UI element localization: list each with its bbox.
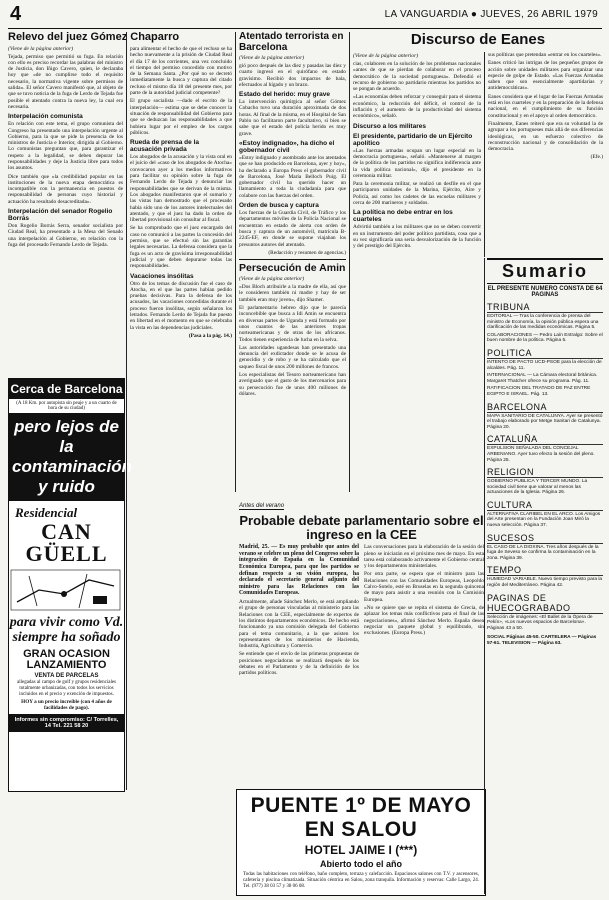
cee-body4: Por otra parte, se espera que el ministro para las Relaciones con las Comunidades Europeas, Leopoldo Calvo-Sotelo, esté en Bruselas en la segunda quincena de mayo para asistir a una reunión con la Comisión Europea.: [364, 571, 484, 603]
cee-body3: Las conversaciones para la elaboración de la sesión del pleno se iniciarán en el próximo mes de mayo. En esta tarea está colaborando activamente el Gobierno central y los departamentos ministeriales.: [364, 544, 484, 570]
sumario-item: EXPULSION SEÑALADA DEL CONCEJAL ARBENIANO. Ayer tuvo efecto la sesión del pleno. Página 25.: [487, 446, 595, 463]
ad-salou-title: PUENTE 1º DE MAYO EN SALOU: [250, 794, 472, 841]
article-amin-title: Persecución de Amin: [239, 262, 346, 275]
amin-body4: Los especialistas del Tesoro norteamericano han averiguado que el gasto de los mercenarios para su persecución fue de unos 400 millones de dólares.: [239, 372, 346, 397]
atentado-sub1: Estado del herido: muy grave: [239, 91, 331, 99]
article-eanes-title: Discurso de Eanes: [410, 31, 546, 48]
cee-body2: Se entiende que el envío de las primeras propuestas de posiciones negociadoras se realizará después de los debates en el Parlamento y de la definición de los partidos políticos.: [239, 651, 359, 677]
ad-cerca-contact: Informes sin compromiso: C/ Torrelles, 14 Tel. 221 58 20: [9, 714, 124, 732]
column-divider: [126, 32, 127, 790]
atentado-body2: La intervención quirúrgica al señor Gómez Cobacho tuvo una duración aproximada de dos horas. Al final de la misma, en el Hospital de San Pablo no facilitaron parte facultativo, si bien se sabe que el estado del policía herido es muy grave.: [239, 99, 346, 137]
ad-salou-hotel: HOTEL JAIME I (***): [304, 843, 418, 857]
column-divider: [484, 258, 485, 894]
article-atentado-title: Atentado terrorista en Barcelona: [239, 31, 344, 53]
article-cee-title: Probable debate parlamentario sobre el ingreso en la CEE: [239, 513, 484, 542]
article-relevo-sub2: Interpelación del senador Rogelio Borrás: [8, 208, 113, 223]
article-relevo-sub1: Interpelación comunista: [8, 113, 83, 121]
eanes-col2-body: sus políticas que pretendan «entrar en los cuarteles».: [488, 52, 602, 58]
sumario-sections: [487, 302, 603, 631]
atentado-body: gió poco después de las diez y pasadas las diez y cuarto ingresó en el quirófano en estado gravísimo. Recibió dos impactos de bala, efectuados al hígado y un brazo.: [239, 63, 346, 88]
eanes-sub3: La política no debe entrar en los cuarteles: [353, 209, 453, 224]
article-relevo-body2: En relación con este tema, el grupo comunista del Congreso ha presentado una interpelación urgente al Gobierno, para la que se pide la presencia de los ministros de Justicia e Interior, dirigida al Gobierno. Lo comunistas preguntan que, para garantizar el respeto a la legalidad, se deben depurar las responsabilidades y deje la Justicia libre para todos los asuntos.: [8, 121, 123, 172]
ad-cerca-slogan: pero lejos de la contaminación y ruido: [9, 413, 124, 501]
sumario-item: RATIFICACION DEL TRATADO DE PAZ ENTRE EGIPTO E ISRAEL. Pág. 13.: [487, 386, 591, 397]
map-illustration: [9, 568, 122, 612]
ad-cerca-venta-detail: allegadas al campo de golf y grupos residenciales totalmente urbanizadas, con todos los servicios incluidos en el precio y exención de impuestos.: [17, 680, 116, 697]
amin-body2: El parlamentario hebreo dijo que le parecía inconcebible que busca a Idi Amin se encuentra en diversas partes de Uganda y está formado por unos cuantos de las anteriores tropas norteamericanas y de otras de los africanos. Todos tienen experiencia de lucha en la selva.: [239, 305, 346, 343]
article-eanes-col1: [353, 52, 481, 492]
eanes-body3: «Las fuerzas armadas ocupan un lugar especial en la democracia portuguesa», señaló. «Mantenerse al margen de la política de los partidos no significa indiferencia ante la vida política nacional», dijo el presidente en la ceremonia militar.: [353, 147, 481, 179]
relevo-col2-body3: Los abogados de la acusación y la vista oral en el juicio del «caso de los abogados de Atocha» convocaron ayer a los medios informativos para facilitar su opinión sobre la fuga de Fernando Lerdo de Tejada y denunciar las responsabilidades que se derivan de la misma. Los abogados manifestaron que el sumario y las vistas han demostrado que el procesado había sido uno de los autores intelectuales del atentado, y que el juez ha dado la orden de libertad provisional sin consultar al fiscal.: [130, 154, 232, 224]
sumario-box: [487, 258, 603, 894]
cee-body: Actualmente, añade Sánchez Merlo, se está ampliando el grupo de personas vinculadas al ministerio para las Relaciones con la CEE, especialmente de expertos de los distintos departamentos económicos. De hecho está funcionando ya una comisión delegada del Gobierno para el tema comunitario, a la que asisten los representantes de los ministerios de Hacienda, Industria, Agricultura y Comercio.: [239, 599, 359, 650]
sumario-item: COLABORACIONES — Pedro Laín Entralgo: Sobre el buen nombre de la política. Página 5.: [487, 332, 603, 344]
article-relevo-title: Relevo del juez Gómez Chaparro: [8, 31, 180, 43]
article-relevo-body4: Don Rogelio Borrás Serra, senador socialista por Ciudad Real, ha presentado a la Mesa del Senado una interpelación al Gobierno, en relación con la fuga del procesado Fernando Lerdo de Tejada.: [8, 223, 123, 248]
amin-body3: Las autoridades ugandesas han presentado una denuncia del exdictador donde se le acusa de genocidio y de robo y se ha calculado que el saqueo fiscal de unos 200 millones de francos.: [239, 344, 346, 370]
sumario-section-heading: CATALUÑA: [487, 434, 603, 445]
divider: [239, 259, 346, 260]
atentado-body4: Los fuerzas de la Guardia Civil, de Tráfico y los departamentos móviles de la Policía Nacional se encuentran en estado de alerta con orden de busca y captura de un automóvil, matrícula B-2245-EF, en donde se supone viajaban los presuntos autores del atentado.: [239, 210, 346, 248]
ad-cerca-subtitle: (A 18 Km. por autopista sin peaje y a un cuarto de hora de su ciudad): [16, 401, 117, 411]
eanes-body4: Para la ceremonia militar, se realizó un desfile en el que participaron unidades de la Marina, Ejército, Aire y Policía, así como los cadetes de las escuelas militares y cerca de 200 marineros y soldados.: [353, 181, 481, 207]
ad-cerca-residencial: Residencial: [15, 505, 78, 520]
sumario-footer: SOCIAL Páginas 45-50. CARTELERA — Páginas 57-61. TELEVISION — Página 63.: [487, 635, 597, 646]
relevo-col2-body2: El grupo socialista —dado el escrito de la interpelación— estima que se debe conocer la situación de responsabilidad del Gobierno para que se deduzcan las responsabilidades a que hubiera lugar por el empleo de los cargos públicos.: [130, 98, 232, 136]
eanes-col2-body2: Eanes criticó las intrigas de los pequeños grupos de acción sobre unidades militares para organizar una especie de golpe de Estado. «Las Fuerzas Armadas saben que son esencialmente apartidarias y antidemocráticas».: [488, 60, 603, 92]
relevo-col2-sub2: Vacaciones insólitas: [130, 272, 194, 280]
relevo-col2-body4: Se ha comprobado que el juez encargado del caso no comunicó a las partes la concesión del permiso, que se efectuó sin las garantías legales necesarias. La defensa considera que la fuga es un acto de gravísima irresponsabilidad judicial y que deben depurarse todas las responsabilidades.: [130, 225, 232, 270]
sumario-item: GOBIERNO PUBLICA Y TERCER MUNDO. La sociedad civil tiene que valorar al menos las actuaciones de la Iglesia. Página 26.: [487, 479, 588, 496]
sumario-item: MAPA SANITARIO DE CATALUNYA. Ayer se presentó el trabajo elaborado por Metge Sanitari de Catalunya. Página 20.: [487, 413, 603, 430]
sumario-section-heading: SUCESOS: [487, 533, 603, 544]
atentado-sub3: Orden de busca y captura: [239, 202, 319, 210]
sumario-item: Selección de imágenes: «El Ballet de la Ópera de Pekín», «Los nuevos espacios de Barcelona». Páginas 43 a 50.: [487, 614, 593, 631]
ad-salou-open: Abierto todo el año: [320, 859, 402, 869]
sumario-item: EL CASO DE LA DIOXINA. Tres años después de la fuga de Seveso se confirma la contaminación en la zona. Página 39.: [487, 544, 599, 561]
ad-cerca-hoy: HOY a un precio increíble (con 4 años de facilidades de pago).: [21, 699, 112, 712]
ad-cerca-gran: GRAN OCASION LANZAMIENTO: [23, 648, 110, 671]
cee-lead: Madrid, 25. — Es muy probable que antes del verano se celebre un pleno del Congreso sobre la integración de España en la Comunidad Económica Europea, para que los partidos se definan respecto a su visión europea, ha declarado el secretario general adjunto del ministro para las Relaciones con las Comunidades Europeas.: [239, 544, 359, 597]
atentado-body3: «Estoy indignado y asombrado ante los atentados que se han producido en Barcelona, ayer y hoy», ha declarado a Europa Press el gobernador civil de Barcelona, José María Belloch Puig. El gobernador civil ha querido hacer un llamamiento a toda la ciudadanía para que colabore con las fuerzas del orden.: [239, 154, 346, 199]
eanes-col2-note: (Efe.): [590, 154, 603, 161]
sumario-item: INTENTO DE PACTO UCD-PSOE para la elección de alcaldes. Pág. 11.: [487, 359, 602, 371]
article-relevo-col2: [130, 46, 232, 792]
sumario-section-heading: POLITICA: [487, 348, 603, 359]
article-amin-kicker: (Viene de la página anterior): [239, 276, 305, 283]
ad-salou-fine: Todas las habitaciones con teléfono, baño completo, terraza y calefacción. Espaciosos salones con T.V. y ascensores, cafetería y piscina climatizada. Situación céntrica en Salou, zona tranquila. Información y reservas: Calle Largo, 24. Tel. (977) 38 03 57 y 38 06 08.: [243, 872, 479, 889]
eanes-sub2: El presidente, partidario de un Ejército apolítico: [353, 132, 473, 147]
relevo-col2-body5: Otro de los temas de discusión fue el caso de Atocha, en el que las partes habían pedido pruebas decisivas. Para la defensa de los acusados, las vacaciones concedidas durante el proceso fueron insólitas, según señalaron los letrados. Fernando Lerdo de Tejada fue puesto en libertad en el momento en que se celebraba la vista en las dependencias judiciales.: [130, 280, 232, 331]
sumario-section-heading: BARCELONA: [487, 402, 603, 413]
article-atentado-kicker: (Viene de la página anterior): [239, 55, 305, 61]
eanes-col2-body3: Eanes considera que el lugar de las Fuerzas Armadas está en los cuarteles y en la preparación de la defensa nacional, en el cumplimiento de su función constitucional y en el apoyo al orden democrático.: [488, 93, 603, 119]
sumario-item: ALTERNATIVA CLARIBEL EN EL ARCO. Los Amigos del Arte presentan en la Fundación Joan Miró la nueva selección. Página 37.: [487, 511, 601, 529]
article-relevo-body3: Dice también que «la credibilidad popular en las instituciones de la nueva etapa democrática es incompatible con la permanencia en puestos de responsabilidad de personas cuyo historial y actuación ha resultado desacreditada».: [8, 173, 123, 205]
sumario-section-heading: TEMPO: [487, 565, 603, 576]
ad-cerca-venta: VENTA DE PARCELAS: [34, 673, 99, 679]
atentado-note: (Redacción y resumen de agencias.): [268, 249, 346, 256]
relevo-col2-body: para alimentar el hecho de que el recluso se ha hecho nuevamente a la prisión de Ciudad Real el día 17 de los corrientes, una vez concluido el tiempo del permiso concedido con motivo de la Semana Santa. ¿Por qué no se decretó inmediatamente la busca y captura del citado recluso el mismo día 18 del presente mes, por parte de la autoridad judicial competente?: [130, 46, 232, 97]
column-divider: [484, 52, 485, 257]
sumario-item: EDITORIAL — Tras la conferencia de prensa del ministro de Economía, la opinión pública espera una clarificación de las medidas económicas. Página 5.: [487, 314, 599, 331]
atentado-sub2: «Estoy indignado», ha dicho el gobernador civil: [239, 139, 335, 154]
ad-hotel-jaime: [236, 789, 486, 896]
ad-can-guell: [8, 378, 132, 792]
column-divider: [235, 32, 236, 492]
article-relevo-kicker: (Viene de la página anterior): [8, 45, 74, 52]
eanes-body5: Advirtió también a los militares que no se deben convertir en un instrumento del poder político partidista, cosa que a su vez significaría una seria desvalorización de la función y del prestigio del Ejército.: [353, 224, 481, 250]
article-eanes-col2: [488, 52, 603, 257]
relevo-col2-continued: (Pasa a la pág. 14.): [188, 332, 232, 339]
sumario-section-heading: CULTURA: [487, 500, 603, 511]
sumario-section-heading: TRIBUNA: [487, 302, 603, 313]
page-header: [8, 3, 602, 29]
article-atentado: [239, 32, 346, 492]
column-divider: [349, 32, 350, 492]
sumario-intro: EL PRESENTE NUMERO CONSTA DE 64 PAGINAS: [487, 286, 603, 298]
relevo-col2-sub1: Rueda de prensa de la acusación privada: [130, 139, 199, 154]
ad-cerca-tagline: para vivir como Vd. siempre ha soñado: [9, 615, 124, 645]
eanes-body2: «Las economías deben reforzar y conseguir para el sistema económico, la reducción del déficit, el control de la inflación y el aumento de la productividad del sistema económico», señaló.: [353, 94, 481, 120]
amin-body: «Dos Bloch atribuirle a la madre de ella, así que le consideren también ni madre y hay de ser también eran muy joven», dijo Shamer.: [239, 284, 346, 303]
cee-body5: «No se quiere que se repita el sistema de Grecia, de aplazar los temas más conflictivos para el final de las negociaciones», afirmó Sánchez Merlo. España desea negociar un paquete global y equilibrado, sin exclusiones. (Europa Press.): [364, 604, 484, 637]
sumario-item: INTERNACIONAL — La Cámara electoral británica. Margaret Thatcher ofrece su programa. Pág. 11.: [487, 373, 598, 384]
cee-section-label: Antes del verano: [239, 503, 285, 509]
article-cee: [239, 494, 484, 786]
article-eanes-kicker: (Viene de la página anterior): [353, 53, 419, 59]
ad-cerca-title: Cerca de Barcelona: [9, 379, 124, 399]
article-relevo-body: Tejada, permiso que permitió su fuga. En relación con ello es preciso recordar las palabras del ministro de Justicia, don Iñigo Cavero, quien, le declaraba hoy que «de no cumplirse todo el requisito necesario, la normativa vigente sobre permisos de salida». El señor Cavero manifestó que, al objeto de que se tuvo noticia de la fuga de Lerdo de Tejada fue posible el atentado contra la nueva ley, la cual era necesaria.: [8, 53, 123, 110]
ad-cerca-brand: CAN GÜELL: [25, 519, 108, 566]
eanes-sub1: Discurso a los militares: [353, 122, 426, 130]
page-number: 4: [10, 3, 22, 25]
masthead: LA VANGUARDIA ● JUEVES, 26 ABRIL 1979: [384, 9, 598, 20]
sumario-title: Sumario: [487, 258, 603, 284]
eanes-col2-body4: Finalmente, Eanes reiteró que era su voluntad la de agrupar a los portugueses más allá de sus diferencias ideológicas, en un esfuerzo colectivo de reconstrucción nacional y de consolidación de la democracia.: [488, 120, 603, 153]
eanes-body: cias, colaboren en la solución de los problemas nacionales «antes de que se pierdan de colaborar en el proceso democrático de la sociedad portuguesa». Defendió el recurso de gobierno no partidario mientras los partidos no se pongan de acuerdo.: [353, 61, 481, 93]
sumario-section-heading: PAGINAS DE HUECOGRABADO: [487, 593, 603, 614]
sumario-item: HUMEDAD VARIABLE. Nuevo tiempo previsto para la región del Mediterráneo. Página 42.: [487, 577, 603, 589]
sumario-section-heading: RELIGION: [487, 467, 603, 478]
